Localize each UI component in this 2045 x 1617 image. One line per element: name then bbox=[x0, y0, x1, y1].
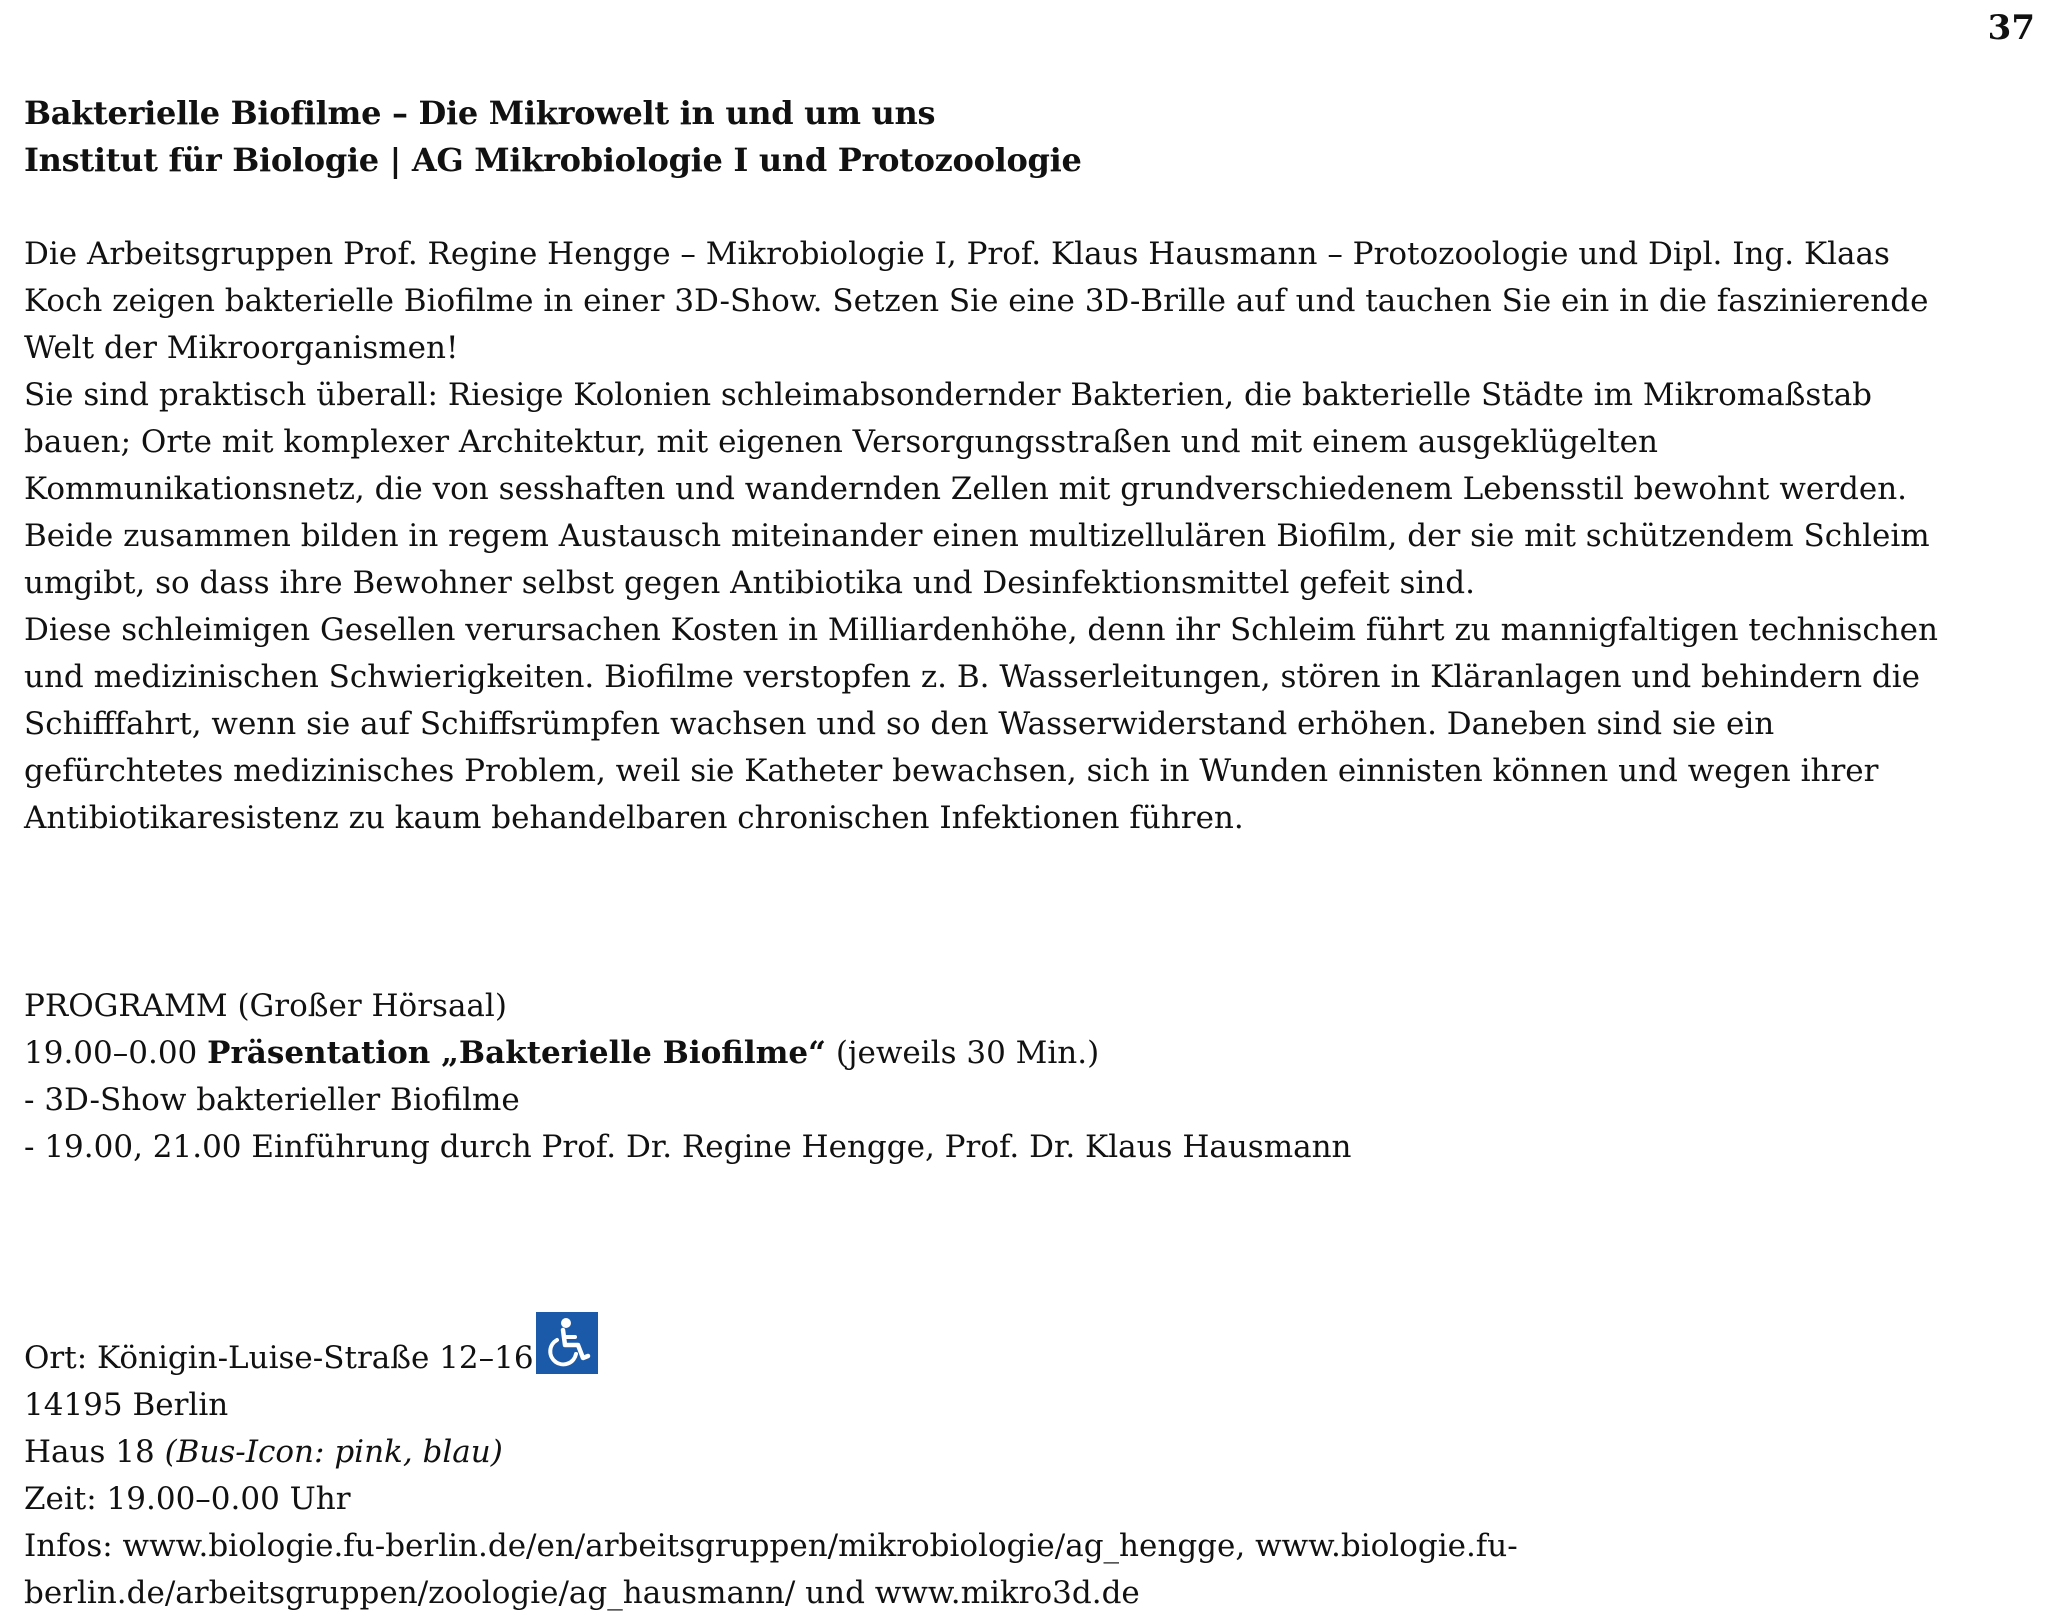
text-line: Diese schleimigen Gesellen verursachen Kosten in Milliardenhöhe, denn ihr Schleim führt zu mannigfaltigen technischen bbox=[24, 612, 1938, 648]
text-line: und medizinischen Schwierigkeiten. Biofilme verstopfen z. B. Wasserleitungen, stören in Kläranlagen und behindern die bbox=[24, 659, 1921, 695]
programm-time: 19.00–0.00 bbox=[24, 1035, 198, 1071]
text-line: Antibiotikaresistenz zu kaum behandelbaren chronischen Infektionen führen. bbox=[24, 800, 1244, 836]
programm-item: - 19.00, 21.00 Einführung durch Prof. Dr. Regine Hengge, Prof. Dr. Klaus Hausmann bbox=[24, 1129, 1352, 1165]
text-line: Welt der Mikroorganismen! bbox=[24, 330, 459, 366]
text-line: umgibt, so dass ihre Bewohner selbst gegen Antibiotika und Desinfektionsmittel gefeit sind. bbox=[24, 565, 1475, 601]
programm-label: PROGRAMM bbox=[24, 988, 228, 1024]
text-line: Sie sind praktisch überall: Riesige Kolonien schleimabsondernder Bakterien, die bakterielle Städte im Mikromaßstab bbox=[24, 377, 1873, 413]
text-line: gefürchtetes medizinisches Problem, weil sie Katheter bewachsen, sich in Wunden einnisten können und wegen ihrer bbox=[24, 753, 1879, 789]
paragraph-1 bbox=[24, 231, 2024, 372]
location-section bbox=[24, 1312, 2024, 1617]
wheelchair-icon bbox=[536, 1312, 598, 1374]
bus-note: (Bus-Icon: pink, blau) bbox=[164, 1434, 503, 1470]
document-content bbox=[24, 90, 2024, 1617]
programm-header bbox=[24, 983, 2024, 1030]
building-line bbox=[24, 1429, 2024, 1476]
text-line: Die Arbeitsgruppen Prof. Regine Hengge – Mikrobiologie I, Prof. Klaus Hausmann – Protozoologie und Dipl. Ing. Klaas bbox=[24, 236, 1890, 272]
city-line: 14195 Berlin bbox=[24, 1387, 229, 1423]
heading-block bbox=[24, 90, 2024, 184]
infos-line: berlin.de/arbeitsgruppen/zoologie/ag_hausmann/ und www.mikro3d.de bbox=[24, 1575, 1140, 1611]
event-title: Bakterielle Biofilme – Die Mikrowelt in und um uns bbox=[24, 94, 936, 132]
address-line bbox=[24, 1312, 2024, 1382]
text-line: Kommunikationsnetz, die von sesshaften und wandernden Zellen mit grundverschiedenem Lebensstil bewohnt werden. bbox=[24, 471, 1908, 507]
programm-item: - 3D-Show bakterieller Biofilme bbox=[24, 1082, 520, 1118]
text-line: Schifffahrt, wenn sie auf Schiffsrümpfen wachsen und so den Wasserwiderstand erhöhen. Daneben sind sie ein bbox=[24, 706, 1775, 742]
programm-main-entry bbox=[24, 1030, 2024, 1077]
time-line: Zeit: 19.00–0.00 Uhr bbox=[24, 1481, 351, 1517]
paragraph-2 bbox=[24, 372, 2024, 607]
page-number: 37 bbox=[1987, 8, 2035, 48]
programm-section bbox=[24, 983, 2024, 1171]
text-line: bauen; Orte mit komplexer Architektur, mit eigenen Versorgungsstraßen und mit einem ausgeklügelten bbox=[24, 424, 1658, 460]
text-line: Koch zeigen bakterielle Biofilme in einer 3D-Show. Setzen Sie eine 3D-Brille auf und tauchen Sie ein in die faszinierende bbox=[24, 283, 1929, 319]
building: Haus 18 bbox=[24, 1434, 155, 1470]
description bbox=[24, 231, 2024, 842]
infos-line: Infos: www.biologie.fu-berlin.de/en/arbeitsgruppen/mikrobiologie/ag_hengge, www.biologie.fu- bbox=[24, 1528, 1518, 1564]
text-line: Beide zusammen bilden in regem Austausch miteinander einen multizellulären Biofilm, der sie mit schützendem Schleim bbox=[24, 518, 1930, 554]
programm-duration: (jeweils 30 Min.) bbox=[835, 1035, 1100, 1071]
programm-presentation: Präsentation „Bakterielle Biofilme“ bbox=[207, 1035, 826, 1071]
institute-name: Institut für Biologie | AG Mikrobiologie I und Protozoologie bbox=[24, 141, 1082, 179]
address: Ort: Königin-Luise-Straße 12–16 bbox=[24, 1340, 534, 1376]
programm-room: (Großer Hörsaal) bbox=[237, 988, 507, 1024]
paragraph-3 bbox=[24, 607, 2024, 842]
